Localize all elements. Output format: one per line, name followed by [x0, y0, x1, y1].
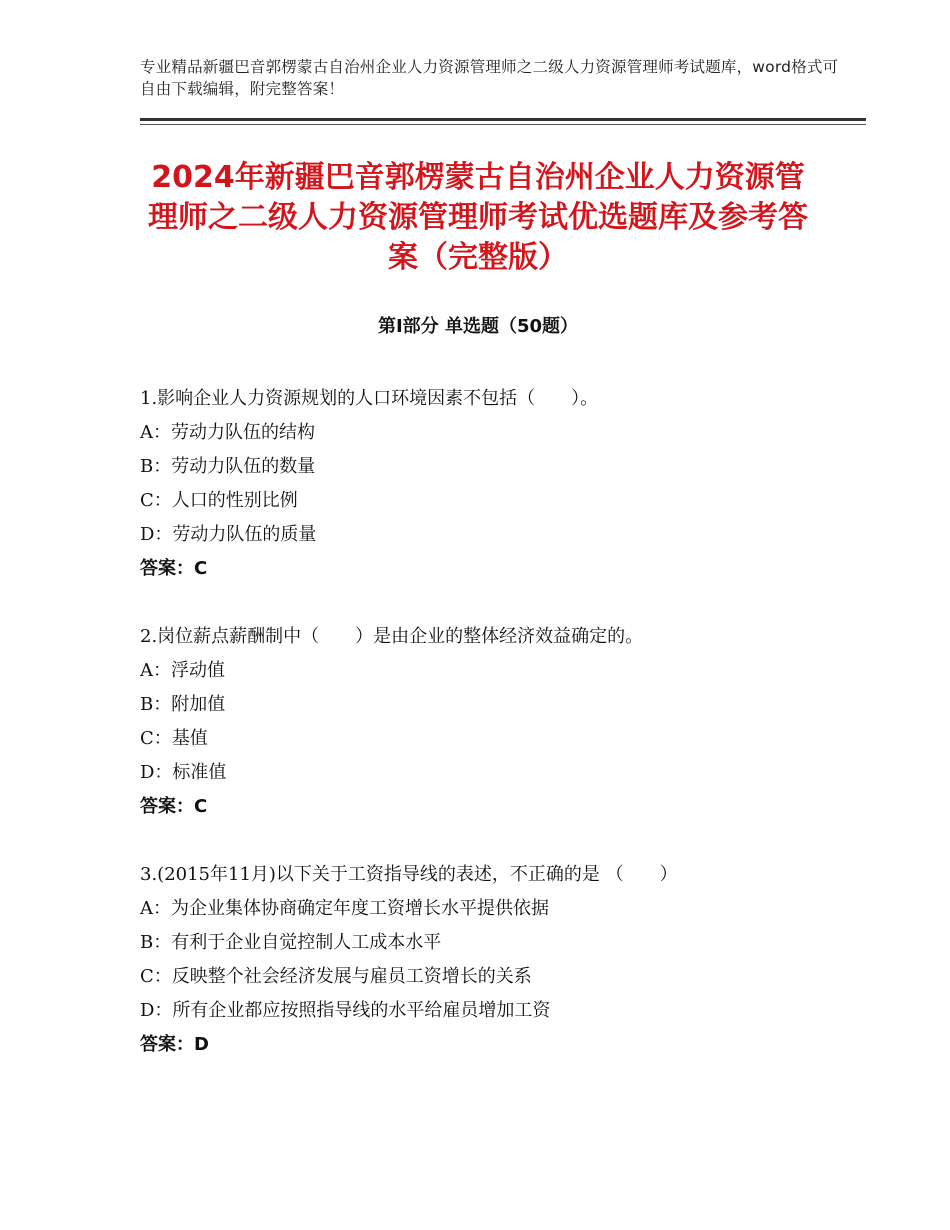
- question-3: [140, 858, 840, 1062]
- option-c: C：人口的性别比例: [140, 490, 298, 511]
- document-title: 2024年新疆巴音郭楞蒙古自治州企业人力资源管理师之二级人力资源管理师考试优选题库及参考答案（完整版）: [148, 160, 808, 275]
- question-stem: 2.岗位薪点薪酬制中（ ）是由企业的整体经济效益确定的。: [140, 626, 644, 647]
- option-a: A：劳动力队伍的结构: [140, 422, 315, 443]
- option-a: A：浮动值: [140, 660, 225, 681]
- answer: 答案：C: [140, 558, 208, 579]
- option-d: D：所有企业都应按照指导线的水平给雇员增加工资: [140, 1000, 551, 1021]
- question-stem: 3.(2015年11月)以下关于工资指导线的表述，不正确的是 （ ）: [140, 864, 678, 885]
- option-b: B：附加值: [140, 694, 226, 715]
- question-1: [140, 382, 840, 586]
- answer: 答案：C: [140, 796, 208, 817]
- option-b: B：劳动力队伍的数量: [140, 456, 316, 477]
- option-c: C：反映整个社会经济发展与雇员工资增长的关系: [140, 966, 532, 987]
- section-heading: 第Ⅰ部分 单选题（50题）: [377, 316, 578, 337]
- question-stem: 1.影响企业人力资源规划的人口环境因素不包括（ ）。: [140, 388, 599, 409]
- option-d: D：标准值: [140, 762, 227, 783]
- option-c: C：基值: [140, 728, 208, 749]
- header-rule-thin: [140, 124, 866, 125]
- option-a: A：为企业集体协商确定年度工资增长水平提供依据: [140, 898, 549, 919]
- option-d: D：劳动力队伍的质量: [140, 524, 317, 545]
- option-b: B：有利于企业自觉控制人工成本水平: [140, 932, 442, 953]
- header-rule-thick: [140, 118, 866, 121]
- question-list: [140, 382, 840, 1096]
- header-note: 专业精品新疆巴音郭楞蒙古自治州企业人力资源管理师之二级人力资源管理师考试题库，word格式可自由下载编辑，附完整答案！: [140, 58, 839, 98]
- question-2: [140, 620, 840, 824]
- answer: 答案：D: [140, 1034, 209, 1055]
